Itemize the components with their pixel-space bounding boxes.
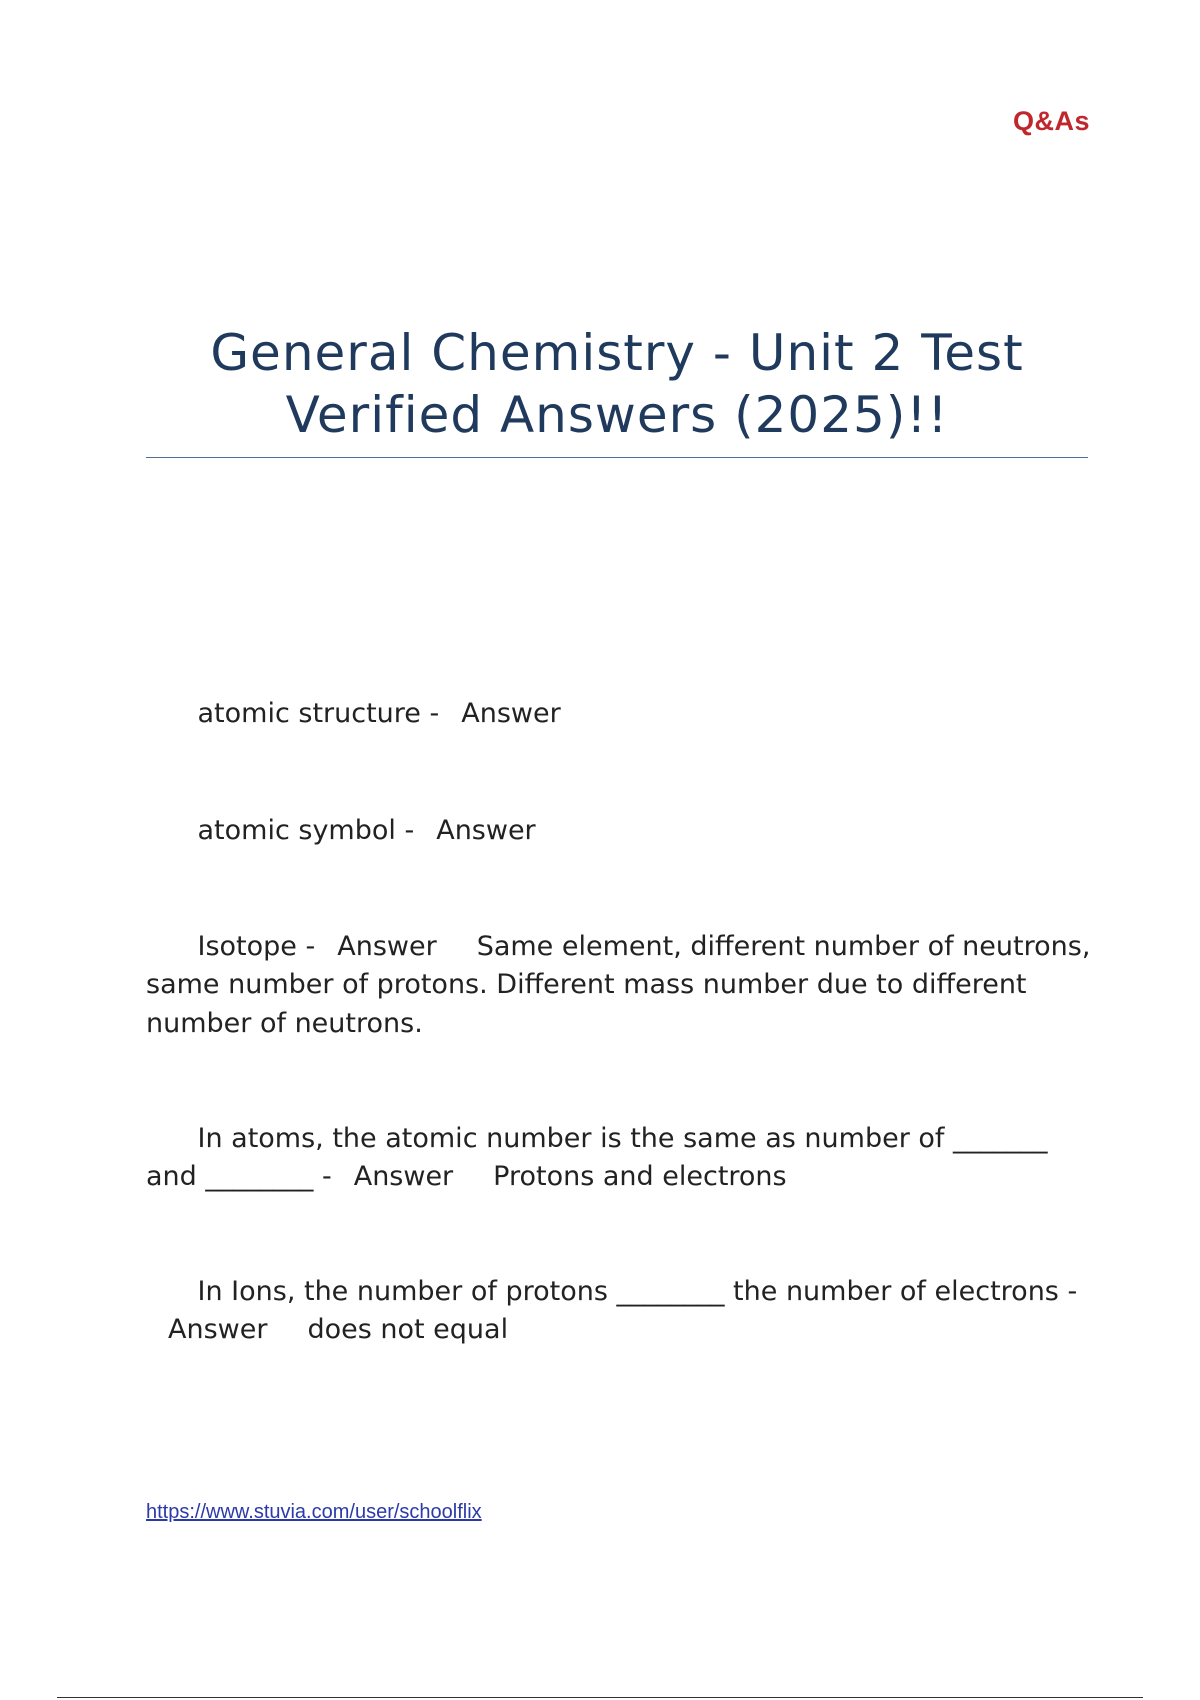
qa-question: In Ions, the number of protons ________ the number of electrons - — [197, 1275, 1078, 1307]
qa-question: Isotope - — [197, 930, 316, 962]
qa-answer: Protons and electrons — [493, 1161, 787, 1192]
qa-item — [146, 1234, 1096, 1388]
page-bottom-divider — [57, 1697, 1143, 1698]
qa-answer-label: Answer — [337, 930, 437, 962]
stuvia-profile-link[interactable]: https://www.stuvia.com/user/schoolflix — [146, 1501, 482, 1523]
qa-item — [146, 773, 1096, 889]
qa-answer-label: Answer — [436, 814, 536, 846]
qa-question: atomic structure - — [197, 697, 440, 729]
qa-answer-label: Answer — [353, 1161, 454, 1192]
qa-question: In atoms, the atomic number is the same as number of _______ and ________ - — [146, 1122, 1057, 1192]
qa-badge: Q&As — [1012, 106, 1090, 136]
document-title — [146, 322, 1088, 446]
qa-item — [146, 656, 1096, 772]
qa-question: atomic symbol - — [197, 814, 415, 846]
qa-answer: Same element, different number of neutrons, same number of protons. Different mass number due to different number of neutrons. — [146, 930, 1099, 1039]
qa-answer: does not equal — [307, 1314, 509, 1345]
qa-item — [146, 1081, 1096, 1235]
document-title-line-1: General Chemistry - Unit 2 Test — [210, 324, 1024, 382]
title-divider — [146, 457, 1088, 458]
qa-answer-label: Answer — [168, 1314, 268, 1345]
qa-item — [146, 889, 1099, 1082]
document-title-line-2: Verified Answers (2025)!! — [285, 386, 949, 444]
qa-answer-label: Answer — [461, 697, 561, 729]
